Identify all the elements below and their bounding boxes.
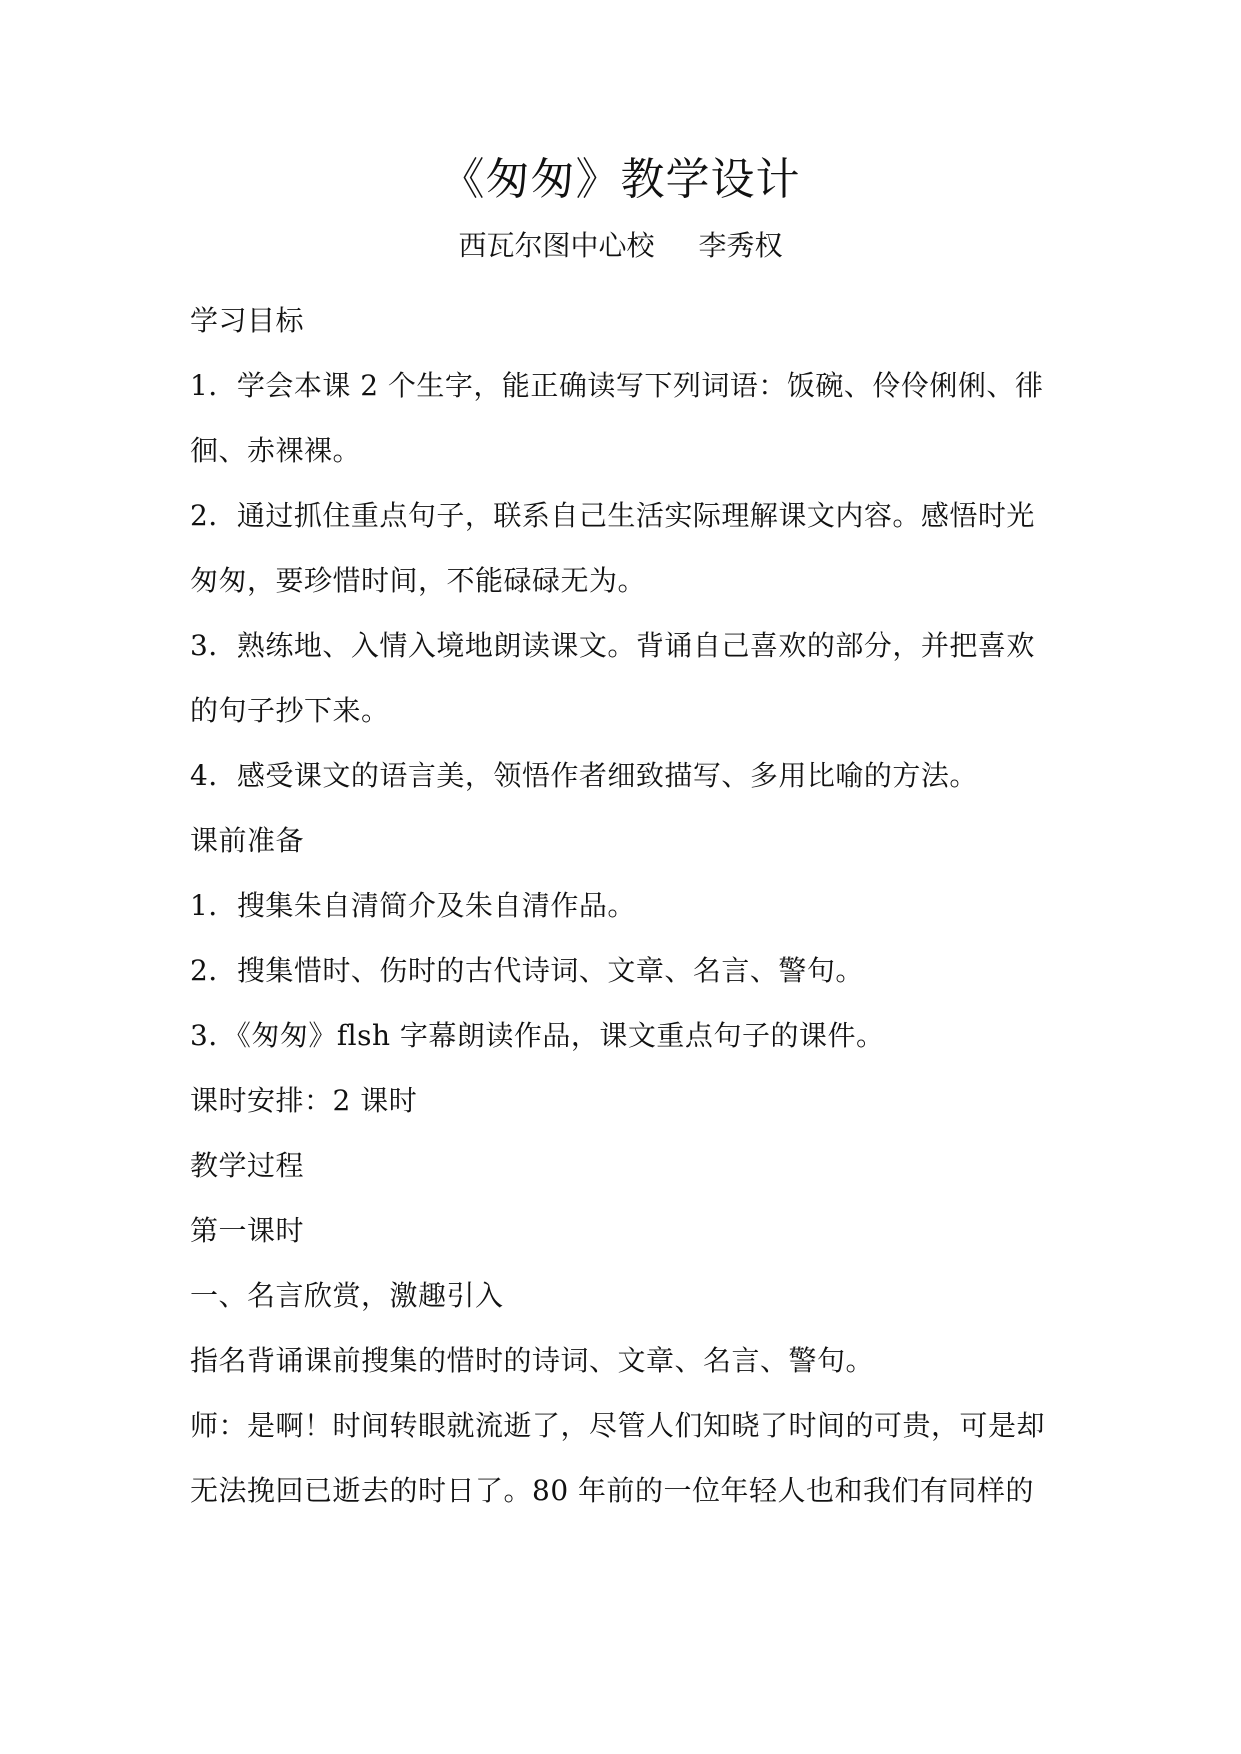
goal-2-line-2: 匆匆，要珍惜时间，不能碌碌无为。 [190,564,647,597]
prep-2: 2．搜集惜时、伤时的古代诗词、文章、名言、警句。 [190,954,864,987]
author-line [0,226,1241,266]
paragraph-line: 师：是啊！时间转眼就流逝了，尽管人们知晓了时间的可贵，可是却 [190,1409,1046,1442]
class-schedule: 课时安排：2 课时 [190,1084,418,1117]
author-name: 李秀权 [698,229,783,262]
goal-4: 4．感受课文的语言美，领悟作者细致描写、多用比喻的方法。 [190,759,978,792]
prep-1: 1．搜集朱自清简介及朱自清作品。 [190,889,636,922]
heading-learning-goals: 学习目标 [190,304,305,337]
heading-preparation: 课前准备 [190,824,305,857]
paragraph-line: 无法挽回已逝去的时日了。80 年前的一位年轻人也和我们有同样的 [190,1474,1035,1507]
goal-1-line-2: 徊、赤裸裸。 [190,434,362,467]
goal-3-line-2: 的句子抄下来。 [190,694,390,727]
heading-first-lesson: 第一课时 [190,1214,305,1247]
document-title: 《匆匆》教学设计 [440,154,801,205]
prep-3: 3．《匆匆》flsh 字幕朗读作品，课文重点句子的课件。 [190,1019,885,1052]
document-body [190,288,1060,1523]
author-school: 西瓦尔图中心校 [458,229,655,262]
section-1-heading: 一、名言欣赏，激趣引入 [190,1279,504,1312]
paragraph-line: 指名背诵课前搜集的惜时的诗词、文章、名言、警句。 [190,1344,875,1377]
goal-1-line-1: 1．学会本课 2 个生字，能正确读写下列词语：饭碗、伶伶俐俐、徘 [190,369,1044,402]
goal-3-line-1: 3．熟练地、入情入境地朗读课文。背诵自己喜欢的部分，并把喜欢 [190,629,1035,662]
goal-2-line-1: 2．通过抓住重点句子，联系自己生活实际理解课文内容。感悟时光 [190,499,1035,532]
heading-teaching-process: 教学过程 [190,1149,305,1182]
